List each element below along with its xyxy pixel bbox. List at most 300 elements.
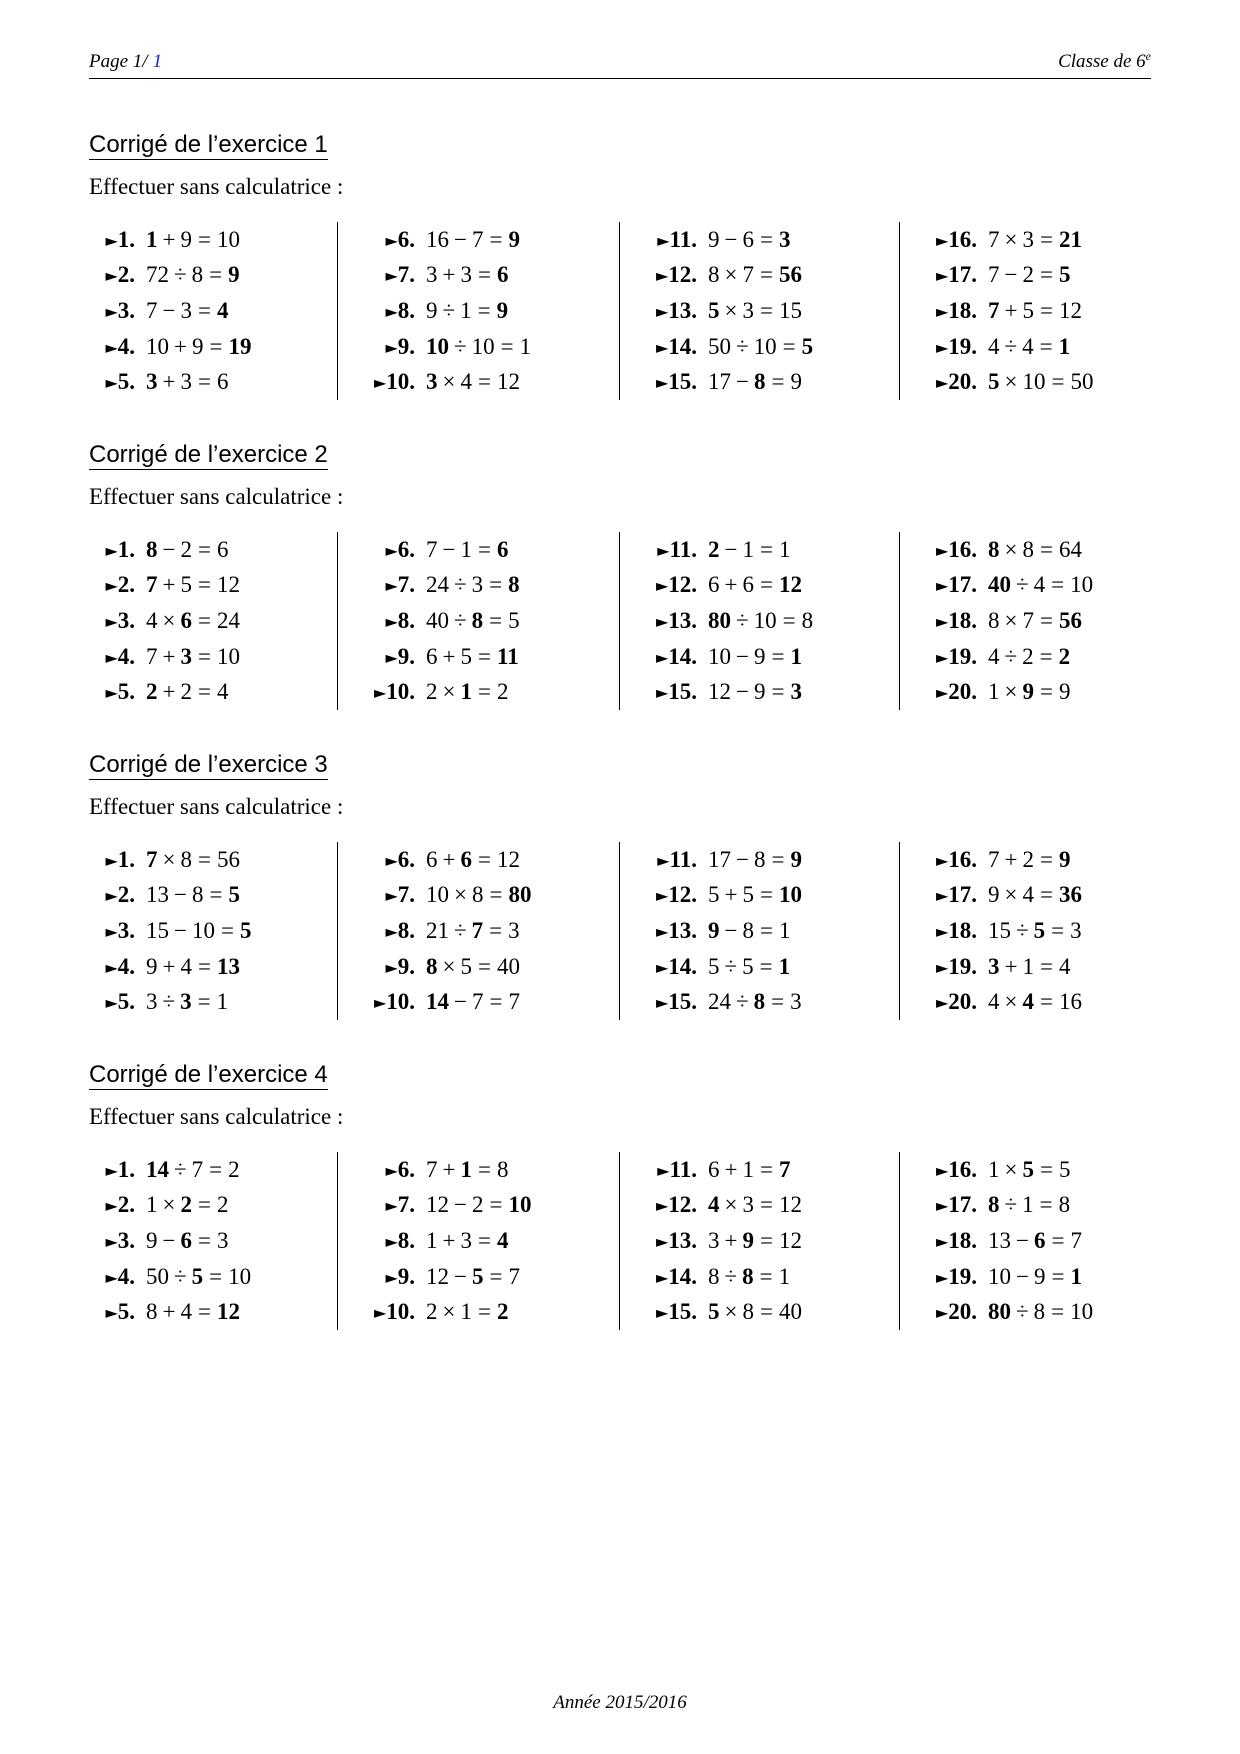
expression	[708, 679, 802, 705]
item-number: 15.	[668, 369, 697, 395]
bullet-icon: ►	[105, 266, 118, 286]
operand-a: 12	[708, 679, 731, 705]
operator: ÷	[1016, 572, 1029, 598]
item-number: 16.	[948, 1156, 977, 1182]
expression	[146, 989, 228, 1015]
item-label	[645, 954, 697, 980]
result: 36	[1058, 882, 1082, 908]
expression	[146, 262, 240, 288]
result: 1	[1058, 333, 1071, 359]
equals-sign: =	[477, 679, 491, 705]
exercise-item	[363, 639, 619, 675]
exercise-item	[925, 1152, 1151, 1188]
result: 3	[216, 1227, 229, 1253]
item-label	[645, 537, 697, 563]
bullet-icon: ►	[385, 266, 398, 286]
operator: ×	[1004, 1156, 1018, 1182]
operand-a: 21	[426, 917, 449, 943]
operand-b: 5	[191, 1263, 204, 1289]
item-number: 11.	[669, 536, 697, 562]
operand-a: 72	[146, 262, 169, 288]
operator: ÷	[454, 607, 467, 633]
item-number: 1.	[117, 226, 135, 252]
item-label	[98, 1264, 135, 1290]
expression	[708, 608, 813, 634]
answer-column	[620, 842, 900, 1020]
expression	[146, 1264, 251, 1290]
operator: −	[442, 536, 456, 562]
bullet-icon: ►	[655, 921, 669, 941]
equals-sign: =	[500, 333, 514, 359]
bullet-icon: ►	[935, 921, 949, 941]
equals-sign: =	[1039, 882, 1053, 908]
item-label	[98, 262, 135, 288]
exercise-section	[89, 443, 1151, 713]
item-label	[98, 882, 135, 908]
operator: ÷	[162, 989, 176, 1015]
operand-a: 8	[146, 1299, 158, 1325]
equals-sign: =	[197, 536, 211, 562]
operand-b: 2	[180, 679, 192, 705]
item-label	[363, 537, 415, 563]
exercise-item	[925, 364, 1151, 400]
operand-a: 17	[708, 846, 731, 872]
bullet-icon: ►	[655, 301, 669, 321]
result: 12	[216, 572, 240, 598]
operand-a: 1	[146, 1192, 158, 1218]
item-number: 13.	[668, 297, 697, 323]
item-number: 1.	[117, 1156, 135, 1182]
exercise-section	[89, 133, 1151, 403]
item-number: 3.	[117, 917, 135, 943]
bullet-icon: ►	[935, 850, 949, 870]
item-number: 4.	[117, 953, 135, 979]
bullet-icon: ►	[935, 1303, 949, 1323]
bullet-icon: ►	[655, 1231, 669, 1251]
item-number: 4.	[117, 1263, 135, 1289]
expression	[988, 1264, 1082, 1290]
operand-a: 6	[708, 572, 720, 598]
bullet-icon: ►	[655, 1267, 669, 1287]
result: 15	[778, 297, 802, 323]
operand-b: 3	[180, 297, 192, 323]
answer-column	[89, 842, 338, 1020]
page-total-link[interactable]: 1	[152, 51, 163, 72]
bullet-icon: ►	[657, 850, 670, 870]
operator: +	[162, 226, 176, 252]
item-label	[363, 572, 415, 598]
answer-column	[89, 222, 338, 400]
operand-a: 6	[426, 846, 438, 872]
result: 5	[1058, 1156, 1071, 1182]
exercise-item	[98, 878, 337, 914]
operand-a: 12	[426, 1263, 449, 1289]
item-label	[98, 1192, 135, 1218]
expression	[146, 369, 228, 395]
bullet-icon: ►	[105, 1160, 118, 1180]
result: 12	[778, 1227, 802, 1253]
item-label	[925, 608, 977, 634]
item-label	[363, 1299, 415, 1325]
exercise-item	[98, 842, 337, 878]
item-number: 9.	[397, 1263, 415, 1289]
operator: ×	[162, 1192, 176, 1218]
equals-sign: =	[759, 917, 773, 943]
answer-grid	[89, 222, 1151, 400]
result: 8	[801, 607, 814, 633]
expression	[426, 847, 520, 873]
item-label	[363, 918, 415, 944]
operand-a: 2	[708, 536, 720, 562]
operand-b: 2	[1022, 846, 1034, 872]
expression	[426, 298, 508, 324]
bullet-icon: ►	[385, 301, 398, 321]
expression	[426, 954, 520, 980]
item-label	[645, 1157, 697, 1183]
operator: +	[162, 679, 176, 705]
expression	[146, 1228, 228, 1254]
equals-sign: =	[197, 572, 211, 598]
operator: −	[454, 1192, 467, 1218]
expression	[708, 847, 802, 873]
item-number: 14.	[668, 953, 697, 979]
result: 5	[508, 607, 520, 633]
equals-sign: =	[1039, 226, 1053, 252]
operand-b: 8	[742, 917, 754, 943]
item-label	[363, 882, 415, 908]
equals-sign: =	[197, 297, 211, 323]
operand-b: 7	[471, 917, 484, 943]
equals-sign: =	[1039, 1192, 1053, 1218]
expression	[426, 262, 508, 288]
operator: +	[162, 953, 176, 979]
item-label	[98, 847, 135, 873]
expression	[988, 298, 1082, 324]
equals-sign: =	[759, 1227, 773, 1253]
exercise-item	[645, 674, 899, 710]
item-number: 10.	[386, 989, 415, 1015]
item-label	[98, 572, 135, 598]
operator: +	[174, 333, 187, 359]
result: 2	[1058, 643, 1071, 669]
operator: ×	[442, 1299, 456, 1325]
item-label	[925, 537, 977, 563]
equals-sign: =	[759, 1156, 773, 1182]
exercise-item	[645, 949, 899, 985]
operand-b: 4	[1022, 989, 1034, 1015]
operand-b: 8	[742, 1299, 754, 1325]
operand-a: 7	[988, 226, 1000, 252]
item-number: 9.	[397, 953, 415, 979]
exercise-item	[925, 603, 1151, 639]
result: 10	[1070, 572, 1094, 598]
answer-column	[900, 1152, 1151, 1330]
expression	[708, 369, 802, 395]
operator: +	[1004, 846, 1018, 872]
expression	[988, 1299, 1093, 1325]
bullet-icon: ►	[657, 230, 670, 250]
bullet-icon: ►	[385, 611, 398, 631]
exercise-item	[363, 258, 619, 294]
expression	[708, 1264, 790, 1290]
expression	[426, 227, 520, 253]
operator: ×	[1004, 536, 1018, 562]
expression	[426, 1264, 520, 1290]
item-label	[98, 1157, 135, 1183]
operand-a: 10	[146, 333, 169, 359]
answer-column	[89, 532, 338, 710]
bullet-icon: ►	[105, 373, 118, 393]
operand-a: 10	[708, 643, 731, 669]
operand-a: 7	[146, 297, 158, 323]
expression	[988, 334, 1070, 360]
operand-a: 5	[708, 882, 720, 908]
operand-a: 8	[988, 536, 1000, 562]
item-label	[98, 918, 135, 944]
operand-a: 5	[708, 297, 720, 323]
exercise-item	[645, 1152, 899, 1188]
operator: ×	[1004, 369, 1018, 395]
equals-sign: =	[209, 882, 223, 908]
result: 9	[1058, 679, 1071, 705]
result: 50	[1070, 369, 1094, 395]
item-number: 17.	[948, 882, 977, 908]
expression	[426, 644, 519, 670]
expression	[426, 1228, 508, 1254]
operand-b: 8	[471, 607, 484, 633]
item-label	[925, 1192, 977, 1218]
expression	[426, 1157, 508, 1183]
operand-a: 9	[426, 297, 438, 323]
answer-column	[620, 532, 900, 710]
item-label	[363, 227, 415, 253]
item-number: 3.	[117, 607, 135, 633]
result: 3	[508, 917, 520, 943]
expression	[708, 644, 802, 670]
bullet-icon: ►	[385, 337, 398, 357]
bullet-icon: ►	[385, 576, 398, 596]
item-number: 19.	[948, 1263, 977, 1289]
operator: +	[442, 1227, 456, 1253]
item-label	[98, 1299, 135, 1325]
operand-a: 6	[426, 643, 438, 669]
operator: −	[1004, 262, 1018, 288]
answer-grid	[89, 1152, 1151, 1330]
expression	[988, 644, 1070, 670]
operator: ×	[1004, 882, 1018, 908]
operand-b: 6	[180, 1227, 192, 1253]
expression	[988, 882, 1082, 908]
item-number: 10.	[386, 679, 415, 705]
item-number: 14.	[668, 333, 697, 359]
expression	[708, 882, 802, 908]
bullet-icon: ►	[385, 647, 398, 667]
equals-sign: =	[477, 1227, 491, 1253]
operand-a: 14	[146, 1156, 169, 1182]
operand-b: 4	[180, 953, 192, 979]
operand-a: 24	[708, 989, 731, 1015]
item-label	[925, 572, 977, 598]
expression	[146, 334, 251, 360]
bullet-icon: ►	[385, 1231, 398, 1251]
result: 3	[790, 989, 802, 1015]
result: 10	[216, 643, 240, 669]
operand-a: 9	[988, 882, 1000, 908]
item-label	[645, 1299, 697, 1325]
page-footer: Année 2015/2016	[553, 1692, 687, 1713]
answer-column	[338, 222, 620, 400]
operand-b: 8	[471, 882, 484, 908]
operand-b: 9	[753, 643, 766, 669]
item-label	[925, 954, 977, 980]
item-label	[363, 1157, 415, 1183]
operand-b: 7	[471, 989, 484, 1015]
item-label	[925, 847, 977, 873]
result: 4	[216, 679, 229, 705]
bullet-icon: ►	[935, 993, 949, 1013]
exercise-item	[98, 674, 337, 710]
bullet-icon: ►	[655, 337, 669, 357]
result: 9	[508, 226, 520, 252]
operand-a: 4	[146, 607, 158, 633]
operator: ÷	[174, 1263, 187, 1289]
item-number: 14.	[668, 1263, 697, 1289]
exercise-item	[925, 1188, 1151, 1224]
operator: −	[174, 882, 187, 908]
equals-sign: =	[477, 297, 491, 323]
operator: −	[454, 226, 467, 252]
operand-a: 8	[988, 607, 1000, 633]
operand-b: 5	[460, 953, 472, 979]
exercise-item	[645, 222, 899, 258]
operand-a: 4	[988, 643, 1000, 669]
item-number: 12.	[668, 572, 697, 598]
item-label	[925, 882, 977, 908]
item-number: 11.	[669, 1156, 697, 1182]
item-number: 7.	[397, 1192, 415, 1218]
expression	[988, 227, 1082, 253]
item-label	[645, 572, 697, 598]
item-label	[925, 989, 977, 1015]
result: 64	[1058, 536, 1082, 562]
operand-a: 4	[988, 333, 1000, 359]
operand-b: 1	[460, 536, 472, 562]
exercise-item	[363, 1188, 619, 1224]
item-label	[363, 1264, 415, 1290]
item-number: 5.	[117, 679, 135, 705]
expression	[988, 1192, 1070, 1218]
operator: +	[724, 572, 738, 598]
equals-sign: =	[1039, 262, 1053, 288]
operand-a: 80	[988, 1299, 1011, 1325]
item-label	[363, 262, 415, 288]
exercise-title: Corrigé de l’exercice 3	[89, 751, 328, 778]
result: 1	[778, 536, 791, 562]
equals-sign: =	[220, 917, 234, 943]
item-number: 4.	[117, 643, 135, 669]
result: 2	[496, 679, 509, 705]
operand-b: 3	[742, 1192, 754, 1218]
expression	[146, 918, 251, 944]
bullet-icon: ►	[655, 576, 669, 596]
operand-a: 50	[708, 333, 731, 359]
item-label	[363, 1192, 415, 1218]
item-number: 9.	[397, 333, 415, 359]
equals-sign: =	[759, 536, 773, 562]
operand-a: 5	[988, 369, 1000, 395]
operand-b: 3	[180, 643, 192, 669]
operand-a: 9	[146, 953, 158, 979]
item-number: 13.	[668, 607, 697, 633]
equals-sign: =	[197, 1192, 211, 1218]
operator: ×	[162, 846, 176, 872]
equals-sign: =	[1039, 846, 1053, 872]
answer-column	[338, 842, 620, 1020]
expression	[426, 882, 531, 908]
equals-sign: =	[771, 846, 785, 872]
operator: −	[174, 917, 187, 943]
operand-a: 10	[426, 333, 449, 359]
item-label	[363, 369, 415, 395]
item-number: 11.	[669, 846, 697, 872]
operator: ÷	[454, 917, 467, 943]
equals-sign: =	[197, 953, 211, 979]
exercise-item	[645, 984, 899, 1020]
bullet-icon: ►	[655, 1303, 669, 1323]
result: 56	[216, 846, 240, 872]
exercise-item	[98, 984, 337, 1020]
equals-sign: =	[489, 607, 503, 633]
bullet-icon: ►	[655, 683, 669, 703]
operator: ÷	[736, 333, 749, 359]
expression	[988, 918, 1082, 944]
operand-a: 2	[426, 679, 438, 705]
equals-sign: =	[1039, 953, 1053, 979]
exercise-item	[645, 1259, 899, 1295]
operand-b: 9	[1022, 679, 1034, 705]
result: 3	[790, 679, 802, 705]
exercise-item	[645, 913, 899, 949]
item-label	[925, 334, 977, 360]
item-label	[98, 644, 135, 670]
class-level	[1058, 49, 1151, 75]
bullet-icon: ►	[105, 993, 118, 1013]
exercise-item	[98, 1294, 337, 1330]
operand-b: 3	[460, 1227, 472, 1253]
operator: ÷	[724, 1263, 738, 1289]
bullet-icon: ►	[373, 373, 387, 393]
equals-sign: =	[1039, 333, 1053, 359]
operand-a: 2	[146, 679, 158, 705]
bullet-icon: ►	[385, 1267, 398, 1287]
operator: ×	[442, 369, 456, 395]
operand-b: 10	[753, 607, 777, 633]
bullet-icon: ►	[373, 993, 387, 1013]
result: 13	[216, 953, 240, 979]
result: 10	[1070, 1299, 1094, 1325]
operand-a: 9	[708, 226, 720, 252]
exercise-item	[925, 639, 1151, 675]
operand-b: 4	[180, 1299, 192, 1325]
result: 5	[239, 917, 252, 943]
expression	[146, 537, 228, 563]
expression	[146, 882, 240, 908]
operand-b: 6	[742, 572, 754, 598]
operand-a: 7	[426, 1156, 438, 1182]
expression	[146, 644, 240, 670]
bullet-icon: ►	[385, 540, 398, 560]
exercise-item	[363, 949, 619, 985]
